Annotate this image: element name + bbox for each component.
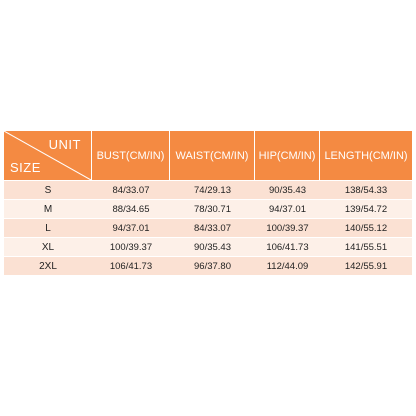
waist-cell: 74/29.13 bbox=[170, 180, 255, 199]
column-header-length: LENGTH(CM/IN) bbox=[320, 131, 412, 180]
waist-cell: 78/30.71 bbox=[170, 199, 255, 218]
length-cell: 140/55.12 bbox=[320, 218, 412, 237]
column-header-hip: HIP(CM/IN) bbox=[255, 131, 320, 180]
bust-cell: 88/34.65 bbox=[92, 199, 170, 218]
waist-cell: 90/35.43 bbox=[170, 237, 255, 256]
header-row bbox=[4, 131, 412, 180]
length-cell: 138/54.33 bbox=[320, 180, 412, 199]
bust-cell: 100/39.37 bbox=[92, 237, 170, 256]
table-row bbox=[4, 237, 412, 256]
hip-cell: 94/37.01 bbox=[255, 199, 320, 218]
bust-cell: 94/37.01 bbox=[92, 218, 170, 237]
hip-cell: 100/39.37 bbox=[255, 218, 320, 237]
size-cell: M bbox=[4, 199, 92, 218]
size-cell: XL bbox=[4, 237, 92, 256]
size-cell: 2XL bbox=[4, 256, 92, 275]
waist-cell: 84/33.07 bbox=[170, 218, 255, 237]
hip-cell: 112/44.09 bbox=[255, 256, 320, 275]
bust-cell: 84/33.07 bbox=[92, 180, 170, 199]
table-row bbox=[4, 180, 412, 199]
bust-cell: 106/41.73 bbox=[92, 256, 170, 275]
length-cell: 139/54.72 bbox=[320, 199, 412, 218]
table-row bbox=[4, 199, 412, 218]
table-row bbox=[4, 218, 412, 237]
corner-size-label: SIZE bbox=[10, 160, 41, 175]
column-header-bust: BUST(CM/IN) bbox=[92, 131, 170, 180]
size-cell: S bbox=[4, 180, 92, 199]
column-header-waist: WAIST(CM/IN) bbox=[170, 131, 255, 180]
hip-cell: 90/35.43 bbox=[255, 180, 320, 199]
size-cell: L bbox=[4, 218, 92, 237]
corner-header-cell bbox=[4, 131, 92, 180]
size-chart-table bbox=[4, 131, 412, 275]
table-row bbox=[4, 256, 412, 275]
length-cell: 142/55.91 bbox=[320, 256, 412, 275]
length-cell: 141/55.51 bbox=[320, 237, 412, 256]
waist-cell: 96/37.80 bbox=[170, 256, 255, 275]
corner-unit-label: UNIT bbox=[48, 137, 81, 152]
hip-cell: 106/41.73 bbox=[255, 237, 320, 256]
